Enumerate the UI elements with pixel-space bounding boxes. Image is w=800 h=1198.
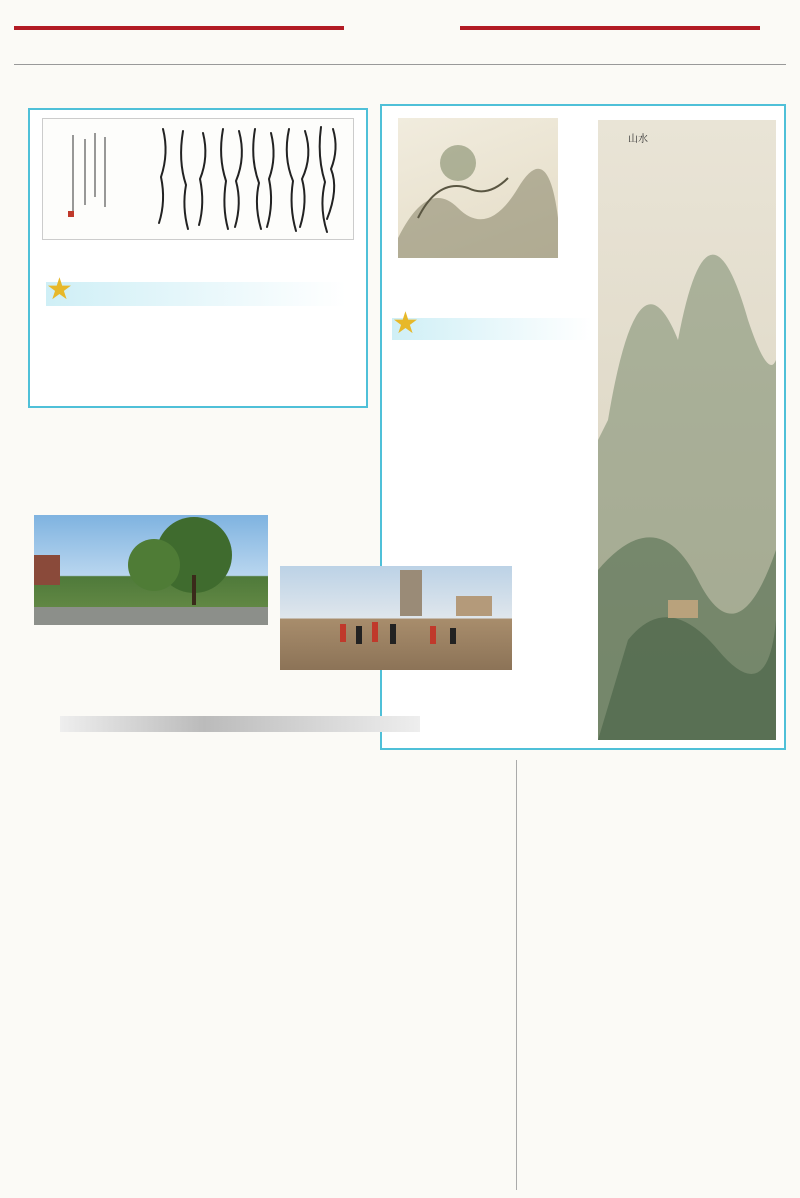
campus-photo-art (34, 515, 268, 625)
campus-photo (34, 515, 268, 625)
artist2-name-bar (392, 318, 592, 340)
calligraphy-strokes (43, 119, 355, 241)
editor-credits (458, 42, 480, 53)
star-icon: ★ (392, 306, 419, 341)
svg-text:山水: 山水 (628, 134, 648, 145)
mountain-painting-image (598, 120, 776, 740)
song-painting-image (398, 118, 558, 258)
header-divider (14, 64, 786, 65)
basketball-photo (280, 566, 512, 670)
header-red-rule-right (460, 26, 760, 30)
basketball-photo-art (280, 566, 512, 670)
column-divider (516, 760, 517, 1190)
header-red-rule-left (14, 26, 344, 30)
calligraphy-image (42, 118, 354, 240)
song-painting-art (398, 118, 558, 258)
mountain-painting-art (598, 120, 776, 740)
poem-author-bar (60, 716, 420, 732)
star-icon: ★ (46, 272, 73, 307)
artist1-name-bar (46, 282, 346, 306)
